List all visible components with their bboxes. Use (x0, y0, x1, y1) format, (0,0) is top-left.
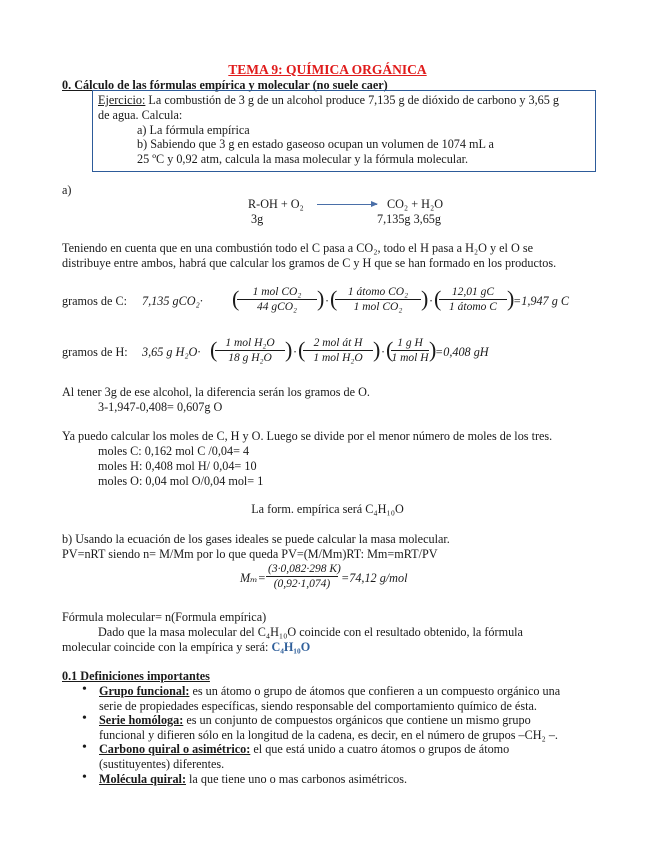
bullet-icon: • (82, 740, 87, 755)
dot-operator: · (325, 294, 330, 308)
paren-open: ( (386, 337, 394, 362)
exercise-line-1 (98, 93, 559, 108)
paren-open: ( (298, 337, 306, 362)
exercise-label: Ejercicio: (98, 93, 146, 107)
exercise-item-b2: 25 ºC y 0,92 atm, calcula la masa molecular y la fórmula molecular. (137, 152, 469, 166)
exercise-item-b1: b) Sabiendo que 3 g en estado gaseoso ocupan un volumen de 1074 mL a (137, 137, 494, 151)
carbon-factor-2: 1 átomo CO₂ 1 mol CO₂ (335, 286, 421, 313)
empirical-formula: La form. empírica será C₄H₁₀O (251, 502, 404, 516)
carbon-factor-1: 1 mol CO₂ 44 gCO₂ (237, 286, 317, 313)
definition-2-line-2: funcional y difieren sólo en la longitud de la cadena, es decir, en el número de grupos –CH₂ –. (99, 728, 558, 742)
bullet-icon: • (82, 711, 87, 726)
final-formula: C₄H₁₀O (271, 640, 311, 654)
reactant-mass: 3g (251, 212, 264, 226)
reaction-products: CO₂ + H₂O (387, 197, 443, 211)
mm-label: Mₘ= (240, 571, 266, 585)
definition-text: el que está unido a cuatro átomos o grupos de átomo (250, 742, 510, 756)
mm-result: =74,12 g/mol (341, 571, 408, 585)
oxygen-intro: Al tener 3g de ese alcohol, la diferencia serán los gramos de O. (62, 385, 370, 399)
paren-open: ( (232, 286, 240, 311)
conclusion-text: molecular coincide con la empírica y será: (62, 640, 272, 654)
hydrogen-result: =0,408 gH (435, 345, 489, 359)
hydrogen-factor-1: 1 mol H₂O 18 g H₂O (215, 337, 285, 364)
mm-fraction: $\frac{(3\cdot 0,082\cdot 298 K)}{(0,92\cdot 1,074)}$ (268, 563, 341, 590)
reaction-arrow-icon (317, 204, 377, 205)
combustion-intro-1: Teniendo en cuenta que en una combustión todo el C pasa a CO₂, todo el H pasa a H₂O y el O se (62, 241, 533, 255)
part-a-label: a) (62, 183, 72, 197)
paren-close: ) (421, 286, 429, 311)
paren-close: ) (285, 337, 293, 362)
dot-operator: · (293, 345, 298, 359)
dot-operator: · (429, 294, 434, 308)
definition-2-line-1 (99, 713, 531, 728)
paren-open: ( (210, 337, 218, 362)
exercise-line-2: de agua. Calcula: (98, 108, 183, 122)
product-masses: 7,135g 3,65g (377, 212, 441, 226)
paren-close: ) (373, 337, 381, 362)
carbon-label: gramos de C: (62, 294, 127, 308)
bullet-icon: • (82, 682, 87, 697)
exercise-item-a: a) La fórmula empírica (137, 123, 250, 137)
moles-intro: Ya puedo calcular los moles de C, H y O. Luego se divide por el menor número de moles de los tres. (62, 429, 553, 443)
conclusion-line-2 (62, 640, 310, 655)
conclusion-line-1: Dado que la masa molecular del C₄H₁₀O coincide con el resultado obtenido, la fórmula (98, 625, 523, 639)
definition-text: es un conjunto de compuestos orgánicos que contiene un mismo grupo (183, 713, 531, 727)
paren-close: ) (317, 286, 325, 311)
hydrogen-label: gramos de H: (62, 345, 128, 359)
moles-c: moles C: 0,162 mol C /0,04= 4 (98, 444, 250, 458)
section-0-heading: 0. Cálculo de las fórmulas empírica y molecular (no suele caer) (62, 78, 388, 92)
bullet-icon: • (82, 770, 87, 785)
definition-1-line-1 (99, 684, 560, 699)
carbon-result: =1,947 g C (513, 294, 569, 308)
moles-h: moles H: 0,408 mol H/ 0,04= 10 (98, 459, 257, 473)
definition-term: Serie homóloga: (99, 713, 184, 727)
definition-term: Carbono quiral o asimétrico: (99, 742, 251, 756)
carbon-factor-3: 12,01 gC 1 átomo C (439, 286, 507, 313)
definition-term: Grupo funcional: (99, 684, 190, 698)
moles-o: moles O: 0,04 mol O/0,04 mol= 1 (98, 474, 264, 488)
definition-text: es un átomo o grupo de átomos que confieren a un compuesto orgánico una (189, 684, 561, 698)
reaction-reactants: R-OH + O₂ (248, 197, 304, 211)
dot-operator: · (381, 345, 386, 359)
definition-3-line-1 (99, 742, 509, 757)
exercise-text: La combustión de 3 g de un alcohol produce 7,135 g de dióxido de carbono y 3,65 g (145, 93, 559, 107)
part-b-intro: b) Usando la ecuación de los gases ideales se puede calcular la masa molecular. (62, 532, 450, 546)
oxygen-calc: 3-1,947-0,408= 0,607g O (98, 400, 223, 414)
paren-close: ) (507, 286, 515, 311)
combustion-intro-2: distribuye entre ambos, habrá que calcular los gramos de C y H que se han formado en los productos. (62, 256, 557, 270)
page-title: TEMA 9: QUÍMICA ORGÁNICA (228, 62, 427, 77)
hydrogen-factor-3: 1 g H 1 mol H (391, 337, 429, 364)
definition-text: la que tiene uno o mas carbonos asimétricos. (186, 772, 408, 786)
definition-1-line-2: serie de propiedades específicas, siendo responsable del comportamiento químico de ésta. (99, 699, 537, 713)
ideal-gas-line: PV=nRT siendo n= M/Mm por lo que queda PV=(M/Mm)RT: Mm=mRT/PV (62, 547, 438, 561)
definition-3-line-2: (sustituyentes) diferentes. (99, 757, 225, 771)
hydrogen-start: 3,65 g H₂O· (142, 345, 201, 359)
definition-4-line-1 (99, 772, 407, 787)
carbon-start: 7,135 gCO₂· (142, 294, 203, 308)
paren-open: ( (330, 286, 338, 311)
paren-open: ( (434, 286, 442, 311)
molecular-formula-line: Fórmula molecular= n(Formula empírica) (62, 610, 267, 624)
section-01-heading: 0.1 Definiciones importantes (62, 669, 210, 683)
hydrogen-factor-2: 2 mol át H 1 mol H₂O (303, 337, 373, 364)
paren-close: ) (429, 337, 437, 362)
definition-term: Molécula quiral: (99, 772, 186, 786)
